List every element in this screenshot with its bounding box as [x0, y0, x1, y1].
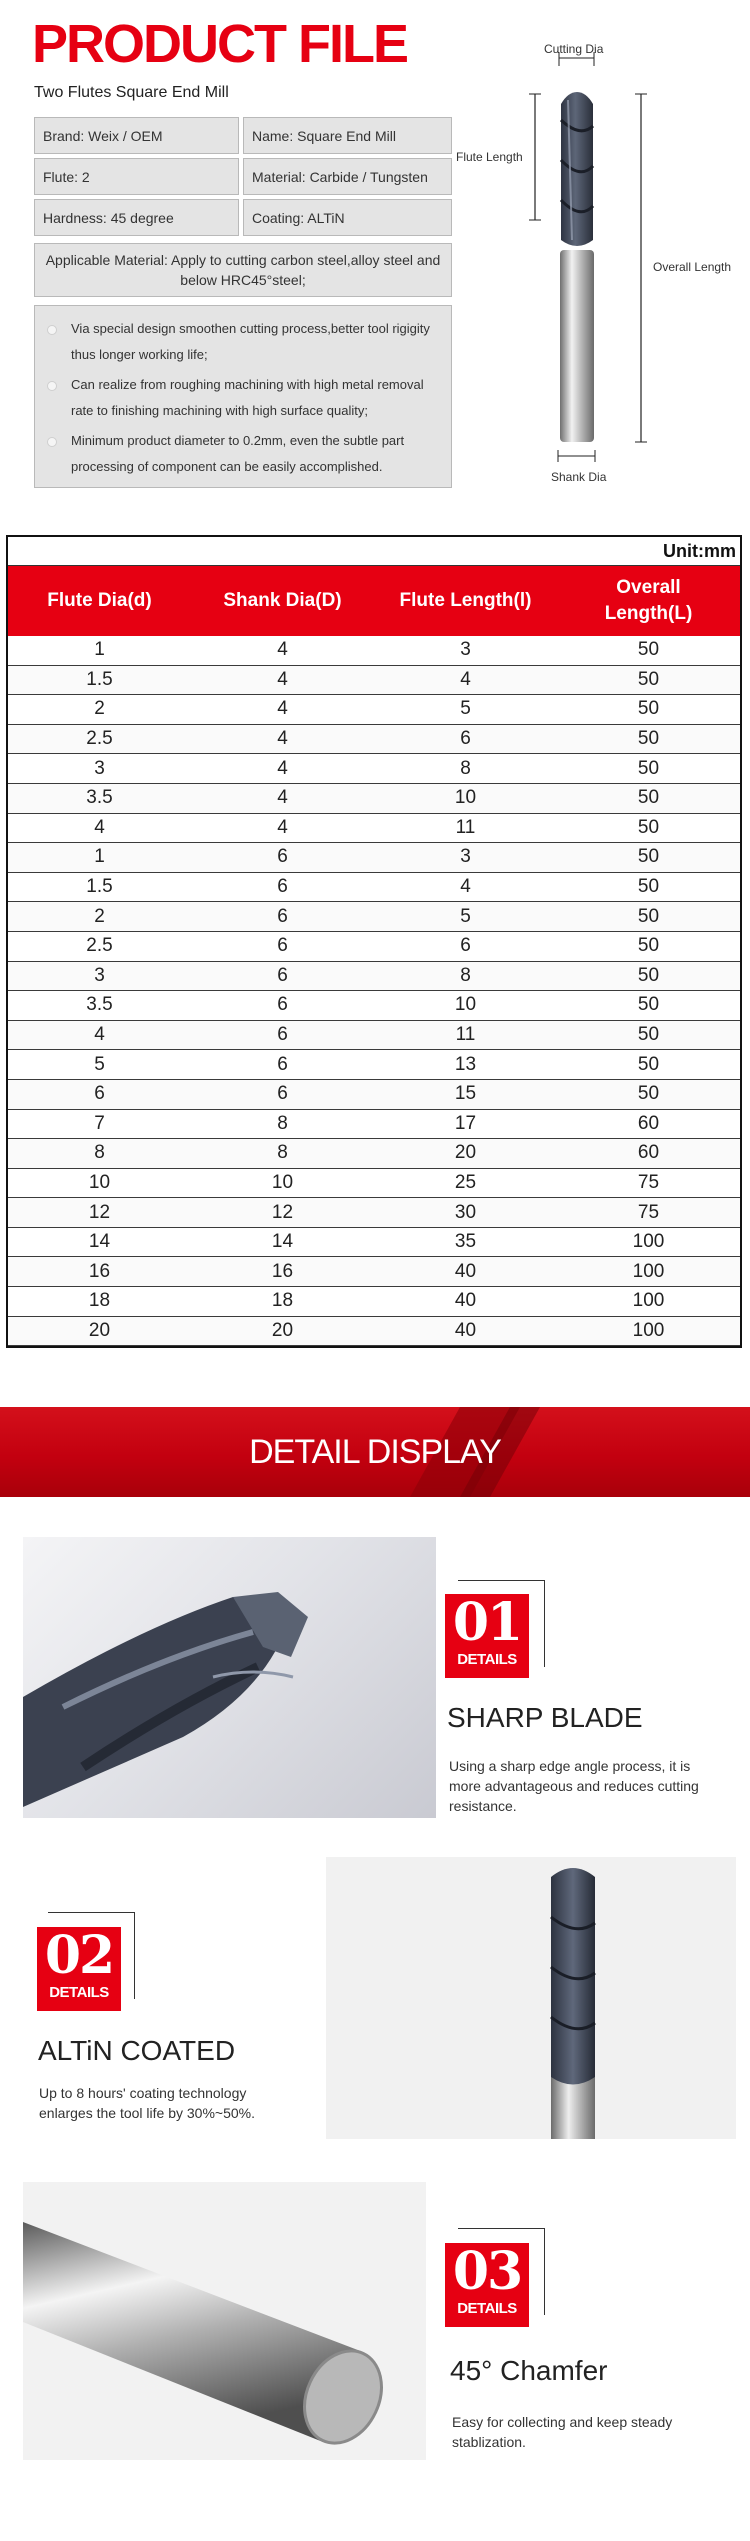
table-row [8, 931, 740, 961]
table-row [8, 1316, 740, 1346]
table-header-row [8, 566, 740, 636]
detail-number-badge [37, 1927, 121, 2011]
table-cell: 8 [374, 961, 557, 991]
table-cell: 15 [374, 1079, 557, 1109]
bullet-icon [47, 381, 57, 391]
table-row [8, 872, 740, 902]
table-cell: 100 [557, 1316, 740, 1346]
table-cell: 30 [374, 1198, 557, 1228]
table-cell: 4 [191, 783, 374, 813]
dimensions-table [6, 535, 742, 1348]
table-row [8, 695, 740, 725]
table-cell: 4 [191, 636, 374, 665]
table-cell: 4 [191, 813, 374, 843]
detail-description: Using a sharp edge angle process, it is more advantageous and reduces cutting resistance. [449, 1758, 699, 1814]
table-row [8, 902, 740, 932]
bullet-icon [47, 437, 57, 447]
table-cell: 50 [557, 1050, 740, 1080]
table-row [8, 665, 740, 695]
table-row [8, 991, 740, 1021]
table-body [8, 636, 740, 1346]
table-cell: 50 [557, 783, 740, 813]
table-cell: 20 [8, 1316, 191, 1346]
table-row [8, 1257, 740, 1287]
table-cell: 1.5 [8, 665, 191, 695]
table-cell: 18 [8, 1287, 191, 1317]
table-row [8, 1020, 740, 1050]
table-row [8, 1050, 740, 1080]
table-cell: 1 [8, 843, 191, 873]
unit-label: Unit:mm [8, 537, 740, 566]
table-cell: 60 [557, 1139, 740, 1169]
table-cell: 6 [8, 1079, 191, 1109]
table-cell: 50 [557, 813, 740, 843]
table-cell: 6 [191, 991, 374, 1021]
table-cell: 16 [191, 1257, 374, 1287]
table-cell: 6 [191, 931, 374, 961]
page-title: PRODUCT FILE [32, 14, 407, 74]
table-cell: 50 [557, 754, 740, 784]
table-cell: 18 [191, 1287, 374, 1317]
detail-tag: DETAILS [49, 1984, 109, 2001]
table-cell: 8 [191, 1109, 374, 1139]
table-cell: 50 [557, 843, 740, 873]
table-cell: 6 [191, 843, 374, 873]
detail-title: 45° Chamfer [450, 2355, 608, 2386]
table-row [8, 1168, 740, 1198]
col-shank-dia: Shank Dia(D) [191, 566, 374, 636]
table-row [8, 813, 740, 843]
shank-chamfer-image [23, 2182, 426, 2460]
feature-item [43, 372, 441, 424]
detail-tag: DETAILS [457, 1651, 517, 1668]
table-cell: 50 [557, 931, 740, 961]
table-cell: 40 [374, 1316, 557, 1346]
detail-number: 03 [452, 2241, 522, 2302]
table-row [8, 1227, 740, 1257]
table-cell: 5 [374, 902, 557, 932]
detail-number: 02 [44, 1925, 114, 1986]
table-cell: 6 [191, 1050, 374, 1080]
detail-number: 01 [452, 1592, 522, 1653]
table-cell: 4 [8, 813, 191, 843]
detail-display-banner [0, 1407, 750, 1497]
table-cell: 2 [8, 695, 191, 725]
table-cell: 5 [8, 1050, 191, 1080]
sharp-blade-photo [23, 1537, 436, 1818]
table-cell: 2.5 [8, 931, 191, 961]
spec-flute: Flute: 2 [34, 158, 239, 195]
detail-number-badge [445, 2243, 529, 2327]
table-cell: 11 [374, 1020, 557, 1050]
table-cell: 20 [374, 1139, 557, 1169]
table-cell: 50 [557, 872, 740, 902]
altin-coated-photo [326, 1857, 736, 2139]
table-cell: 6 [191, 1079, 374, 1109]
table-row [8, 1198, 740, 1228]
table-row [8, 961, 740, 991]
detail-tag: DETAILS [457, 2300, 517, 2317]
feature-text: Can realize from roughing machining with high metal removal rate to finishing machining with high surface quality; [71, 377, 424, 418]
chamfer-photo [23, 2182, 426, 2460]
table-cell: 14 [8, 1227, 191, 1257]
table-cell: 3 [8, 754, 191, 784]
detail-number-badge [445, 1594, 529, 1678]
table-row [8, 843, 740, 873]
table-cell: 50 [557, 695, 740, 725]
detail-description: Easy for collecting and keep steady stablization. [452, 2414, 673, 2450]
table-cell: 4 [8, 1020, 191, 1050]
table-cell: 10 [8, 1168, 191, 1198]
table-cell: 14 [191, 1227, 374, 1257]
table-cell: 50 [557, 636, 740, 665]
table-row [8, 636, 740, 665]
detail-title: SHARP BLADE [447, 1702, 643, 1733]
table-cell: 10 [374, 991, 557, 1021]
table-cell: 13 [374, 1050, 557, 1080]
col-flute-dia: Flute Dia(d) [8, 566, 191, 636]
feature-text: Via special design smoothen cutting process,better tool rigigity thus longer working life; [71, 321, 430, 362]
table-cell: 3.5 [8, 783, 191, 813]
table-cell: 4 [191, 754, 374, 784]
feature-item [43, 316, 441, 368]
table-cell: 1.5 [8, 872, 191, 902]
table-cell: 60 [557, 1109, 740, 1139]
table-cell: 10 [191, 1168, 374, 1198]
table-cell: 40 [374, 1287, 557, 1317]
spec-name: Name: Square End Mill [243, 117, 452, 154]
table-row [8, 724, 740, 754]
table-cell: 50 [557, 991, 740, 1021]
table-row [8, 1287, 740, 1317]
table-cell: 75 [557, 1198, 740, 1228]
spec-hardness: Hardness: 45 degree [34, 199, 239, 236]
table-row [8, 1079, 740, 1109]
table-cell: 6 [191, 872, 374, 902]
table-cell: 12 [8, 1198, 191, 1228]
table-cell: 6 [374, 931, 557, 961]
col-overall-length: Overall Length(L) [557, 566, 740, 636]
table-cell: 2.5 [8, 724, 191, 754]
table-cell: 35 [374, 1227, 557, 1257]
table-cell: 4 [191, 695, 374, 725]
product-subtitle: Two Flutes Square End Mill [34, 84, 229, 101]
table-cell: 8 [374, 754, 557, 784]
table-cell: 50 [557, 665, 740, 695]
table-cell: 100 [557, 1227, 740, 1257]
table-cell: 5 [374, 695, 557, 725]
table-cell: 4 [374, 665, 557, 695]
banner-title: DETAIL DISPLAY [249, 1433, 501, 1471]
col-flute-length: Flute Length(l) [374, 566, 557, 636]
table-cell: 20 [191, 1316, 374, 1346]
table-cell: 3 [374, 843, 557, 873]
table-cell: 6 [191, 961, 374, 991]
bullet-icon [47, 325, 57, 335]
table-cell: 4 [191, 724, 374, 754]
table-cell: 2 [8, 902, 191, 932]
table-cell: 100 [557, 1287, 740, 1317]
table-row [8, 754, 740, 784]
table-cell: 50 [557, 1079, 740, 1109]
table-cell: 3 [8, 961, 191, 991]
table-cell: 11 [374, 813, 557, 843]
spec-coating: Coating: ALTiN [243, 199, 452, 236]
overall-length-label: Overall Length [653, 260, 732, 274]
table-cell: 10 [374, 783, 557, 813]
table-cell: 50 [557, 902, 740, 932]
coated-tool-image [326, 1857, 736, 2139]
table-cell: 75 [557, 1168, 740, 1198]
dimension-diagram [456, 30, 750, 500]
cutting-dia-label: Cutting Dia [544, 42, 604, 56]
feature-item [43, 428, 441, 480]
table-cell: 8 [191, 1139, 374, 1169]
table-cell: 6 [191, 902, 374, 932]
detail-description: Up to 8 hours' coating technology enlarges the tool life by 30%~50%. [39, 2085, 255, 2121]
table-row [8, 783, 740, 813]
table-row [8, 1139, 740, 1169]
features-box [34, 305, 452, 488]
table-cell: 12 [191, 1198, 374, 1228]
table-cell: 17 [374, 1109, 557, 1139]
blade-tip-image [23, 1537, 436, 1818]
table-cell: 1 [8, 636, 191, 665]
spec-material: Material: Carbide / Tungsten [243, 158, 452, 195]
feature-text: Minimum product diameter to 0.2mm, even the subtle part processing of component can be easily accomplished. [71, 433, 405, 474]
table-cell: 3 [374, 636, 557, 665]
table-cell: 50 [557, 961, 740, 991]
flute-length-label: Flute Length [456, 150, 523, 164]
spec-applicable-material: Applicable Material: Apply to cutting carbon steel,alloy steel and below HRC45°steel; [34, 243, 452, 297]
table-cell: 50 [557, 724, 740, 754]
table-cell: 4 [374, 872, 557, 902]
table-cell: 16 [8, 1257, 191, 1287]
table-cell: 7 [8, 1109, 191, 1139]
shank-dia-label: Shank Dia [551, 470, 607, 484]
table-cell: 8 [8, 1139, 191, 1169]
table-cell: 3.5 [8, 991, 191, 1021]
table-cell: 4 [191, 665, 374, 695]
table-cell: 6 [374, 724, 557, 754]
table-cell: 50 [557, 1020, 740, 1050]
table-cell: 40 [374, 1257, 557, 1287]
detail-title: ALTiN COATED [38, 2035, 236, 2066]
table-row [8, 1109, 740, 1139]
table-cell: 6 [191, 1020, 374, 1050]
table-cell: 100 [557, 1257, 740, 1287]
spec-brand: Brand: Weix / OEM [34, 117, 239, 154]
table-cell: 25 [374, 1168, 557, 1198]
